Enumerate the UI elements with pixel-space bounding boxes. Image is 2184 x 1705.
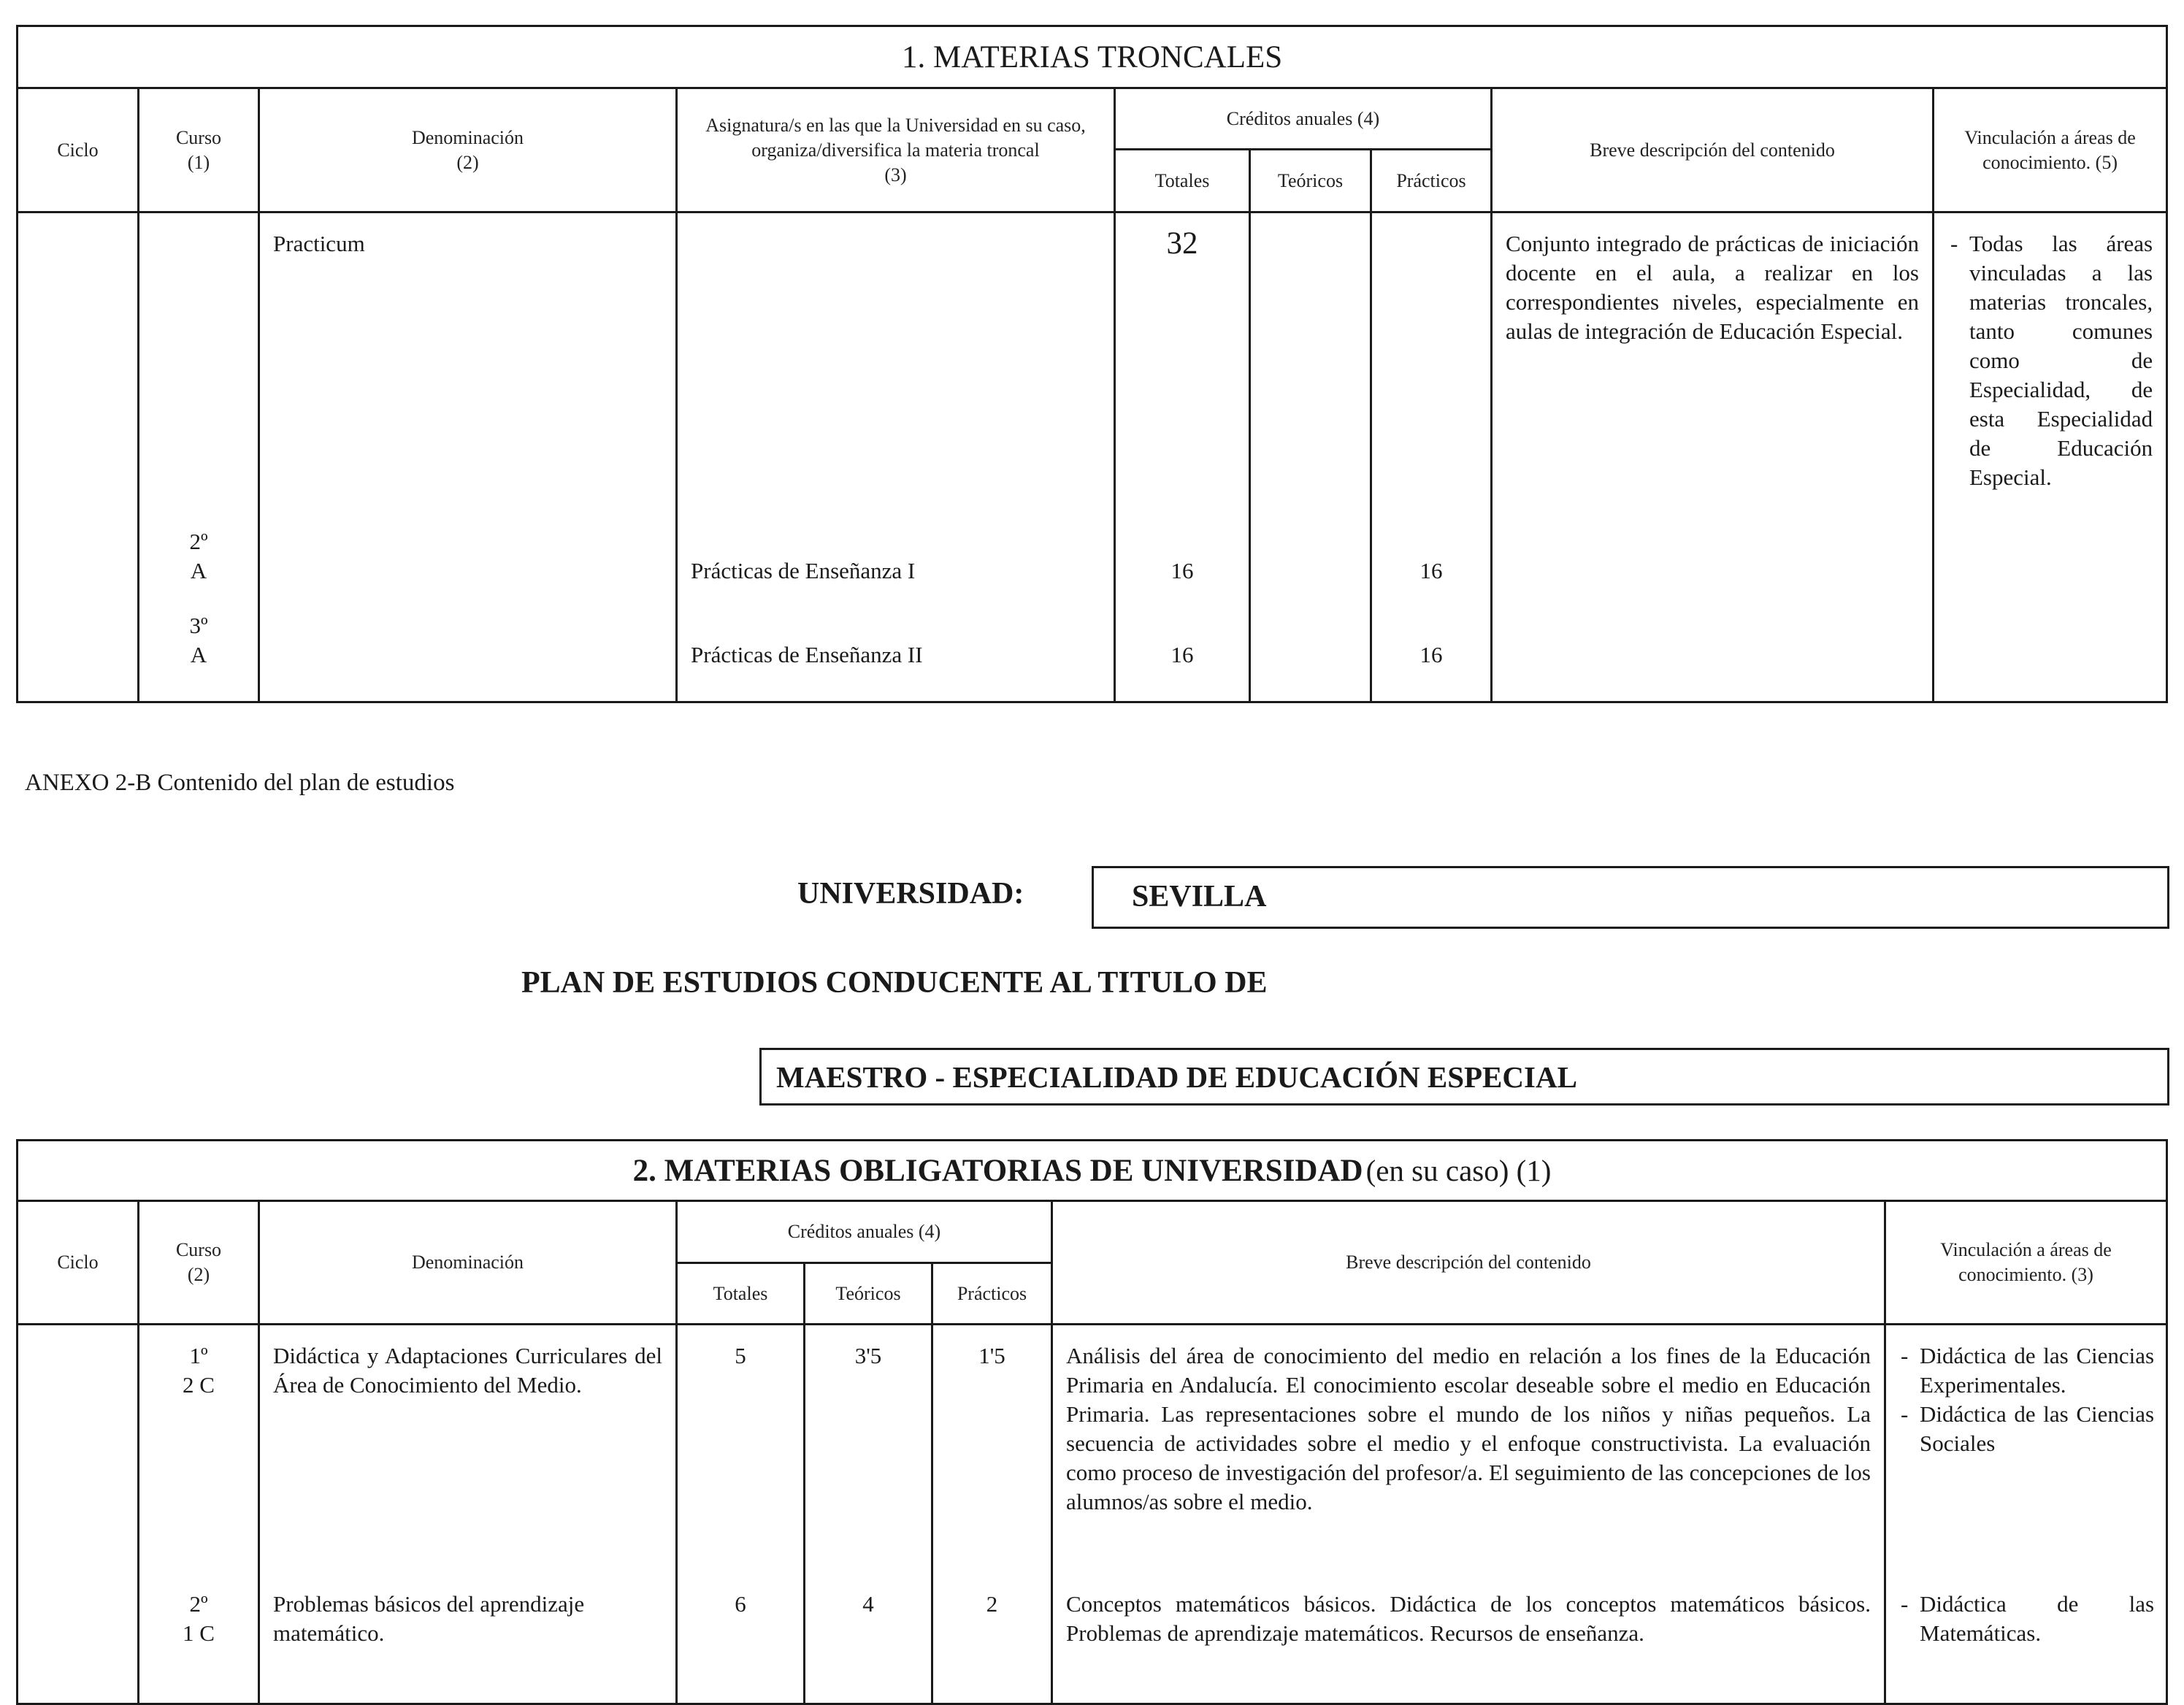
s2-header-denominacion: Denominación bbox=[259, 1201, 677, 1325]
s2-header-curso: Curso (2) bbox=[139, 1201, 259, 1325]
s2-header-totales: Totales bbox=[677, 1263, 805, 1325]
s1-row1-practicos: 16 bbox=[1419, 558, 1443, 583]
section2-title-cell bbox=[18, 1141, 2167, 1201]
s2-descripcion-cell bbox=[1052, 1325, 1885, 1704]
s1-row2-asignatura: Prácticas de Enseñanza II bbox=[691, 642, 923, 667]
s2-header-creditos: Créditos anuales (4) bbox=[677, 1201, 1052, 1263]
titulo-box bbox=[759, 1048, 2169, 1106]
header-practicos: Prácticos bbox=[1371, 150, 1492, 212]
section1-title-cell bbox=[18, 26, 2167, 88]
s1-descripcion: Conjunto integrado de prácticas de iniciación docente en el aula, a realizar en los correspondientes niveles, especialmente en aulas de integración de Educación Especial. bbox=[1506, 231, 1919, 344]
header-descripcion: Breve descripción del contenido bbox=[1492, 88, 1934, 212]
header-asignaturas: Asignatura/s en las que la Universidad en su caso, organiza/diversifica la materia troncal (3) bbox=[677, 88, 1115, 212]
header-curso: Curso (1) bbox=[139, 88, 259, 212]
s2-row1-totales: 5 bbox=[735, 1343, 746, 1368]
s2-header-teoricos: Teóricos bbox=[805, 1263, 932, 1325]
header-creditos: Créditos anuales (4) bbox=[1115, 88, 1492, 150]
header-ciclo: Ciclo bbox=[18, 88, 139, 212]
s1-ciclo-cell bbox=[18, 212, 139, 702]
s1-row2-practicos: 16 bbox=[1419, 642, 1443, 667]
s2-row2-totales: 6 bbox=[735, 1591, 746, 1617]
section1-title: 1. MATERIAS TRONCALES bbox=[901, 39, 1283, 74]
header-totales: Totales bbox=[1115, 150, 1250, 212]
header-vinculacion: Vinculación a áreas de conocimiento. (5) bbox=[1934, 88, 2167, 212]
s2-denominacion-cell bbox=[259, 1325, 677, 1704]
s2-row2-denominacion: Problemas básicos del aprendizaje matemático. bbox=[273, 1591, 585, 1646]
s2-row2-vinculacion-1: - Didáctica de las Matemáticas. bbox=[1898, 1590, 2154, 1648]
s1-row1-curso: 2º A bbox=[189, 529, 208, 583]
s1-row2-totales: 16 bbox=[1170, 642, 1194, 667]
s2-row1-vinculacion-2: - Didáctica de las Ciencias Sociales bbox=[1898, 1400, 2154, 1458]
s1-denominacion: Practicum bbox=[273, 231, 365, 256]
s2-ciclo-cell bbox=[18, 1325, 139, 1704]
s2-row2-teoricos: 4 bbox=[862, 1591, 874, 1617]
s1-practicos-cell bbox=[1371, 212, 1492, 702]
s2-row1-curso: 1º 2 C bbox=[183, 1343, 215, 1398]
s2-row1-teoricos: 3'5 bbox=[854, 1343, 882, 1368]
s2-curso-cell bbox=[139, 1325, 259, 1704]
s2-header-practicos: Prácticos bbox=[932, 1263, 1052, 1325]
annex-label: ANEXO 2-B Contenido del plan de estudios bbox=[25, 770, 455, 796]
s2-header-vinculacion: Vinculación a áreas de conocimiento. (3) bbox=[1885, 1201, 2167, 1325]
s2-row1-descripcion: Análisis del área de conocimiento del medio en relación a los fines de la Educación Primaria en Andalucía. El conocimiento escolar deseable sobre el medio en Educación Primaria. Las representaciones sobre el mundo de los niños y niñas pequeños. La secuencia de actividades sobre el medio y el enfoque constructivista. La evaluación como proceso de investigación del profesor/a. El seguimiento de las concepciones de los alumnos/as sobre el medio. bbox=[1066, 1343, 1871, 1514]
section2-title: 2. MATERIAS OBLIGATORIAS DE UNIVERSIDAD bbox=[632, 1153, 1363, 1188]
s2-practicos-cell bbox=[932, 1325, 1052, 1704]
s1-curso-cell bbox=[139, 212, 259, 702]
s2-teoricos-cell bbox=[805, 1325, 932, 1704]
s2-row1-practicos: 1'5 bbox=[978, 1343, 1005, 1368]
materias-troncales-table bbox=[16, 25, 2168, 703]
universidad-value: SEVILLA bbox=[1132, 880, 1267, 913]
s1-row1-totales: 16 bbox=[1170, 558, 1194, 583]
s2-row1-denominacion: Didáctica y Adaptaciones Curriculares del Área de Conocimiento del Medio. bbox=[273, 1343, 662, 1398]
s1-totales-cell bbox=[1115, 212, 1250, 702]
section2-title-suffix: (en su caso) (1) bbox=[1365, 1153, 1552, 1187]
s2-totales-cell bbox=[677, 1325, 805, 1704]
header-teoricos: Teóricos bbox=[1250, 150, 1371, 212]
titulo-value: MAESTRO - ESPECIALIDAD DE EDUCACIÓN ESPECIAL bbox=[776, 1060, 1577, 1094]
plan-title: PLAN DE ESTUDIOS CONDUCENTE AL TITULO DE bbox=[521, 966, 1268, 1000]
s1-teoricos-cell bbox=[1250, 212, 1371, 702]
s1-vinculacion: - Todas las áreas vinculadas a las materias troncales, tanto comunes como de Especialidad, de esta Especialidad de Educación Especial. bbox=[1947, 229, 2153, 492]
universidad-label: UNIVERSIDAD: bbox=[797, 877, 1024, 911]
s1-main-totales: 32 bbox=[1166, 226, 1198, 261]
s2-row2-practicos: 2 bbox=[986, 1591, 998, 1617]
s1-asignaturas-cell bbox=[677, 212, 1115, 702]
s1-row1-asignatura: Prácticas de Enseñanza I bbox=[691, 558, 916, 583]
header-denominacion: Denominación (2) bbox=[259, 88, 677, 212]
s2-row2-descripcion: Conceptos matemáticos básicos. Didáctica de los conceptos matemáticos básicos. Problemas de aprendizaje matemáticos. Recursos de enseñanza. bbox=[1066, 1591, 1871, 1646]
s2-header-descripcion: Breve descripción del contenido bbox=[1052, 1201, 1885, 1325]
s2-row1-vinculacion-1: - Didáctica de las Ciencias Experimentales. bbox=[1898, 1341, 2154, 1400]
materias-obligatorias-table bbox=[16, 1139, 2168, 1705]
universidad-box bbox=[1092, 866, 2169, 929]
s2-vinculacion-cell bbox=[1885, 1325, 2167, 1704]
s1-row2-curso: 3º A bbox=[189, 613, 208, 667]
s2-header-ciclo: Ciclo bbox=[18, 1201, 139, 1325]
s1-descripcion-cell bbox=[1492, 212, 1934, 702]
s1-vinculacion-cell bbox=[1934, 212, 2167, 702]
s2-row2-curso: 2º 1 C bbox=[183, 1591, 215, 1646]
s1-denominacion-cell bbox=[259, 212, 677, 702]
